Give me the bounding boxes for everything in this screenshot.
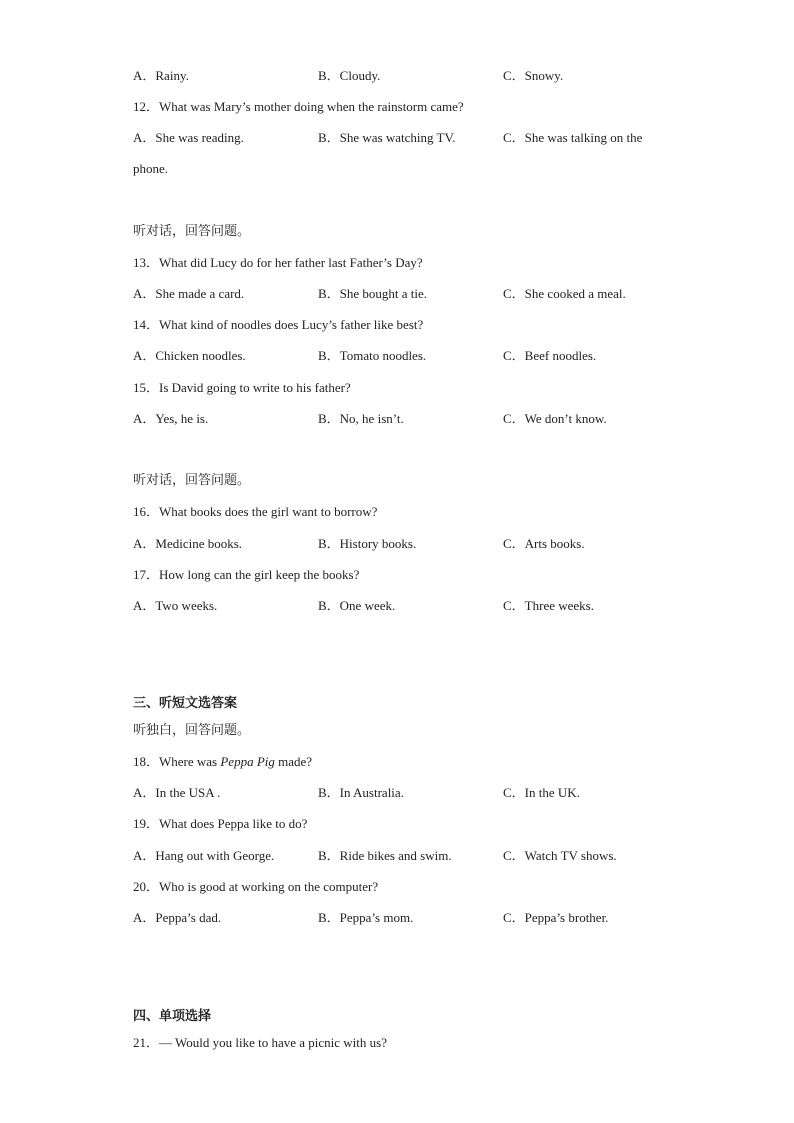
q16-option-b: B．History books. (318, 536, 417, 551)
q21-question: 21．— Would you like to have a picnic with us? (133, 1035, 387, 1050)
q16-question: 16．What books does the girl want to borrow? (133, 504, 378, 519)
q18-option-c: C．In the UK. (503, 785, 580, 800)
q15-option-b: B．No, he isn’t. (318, 411, 404, 426)
q18-show-title: Peppa Pig (220, 754, 275, 769)
q19-option-a: A．Hang out with George. (133, 848, 275, 863)
section-heading: 三、听短文选答案 (133, 696, 238, 711)
q11-option-b: B．Cloudy. (318, 68, 381, 83)
q18-question-prefix: 18．Where was (133, 754, 221, 769)
q13-option-c: C．She cooked a meal. (503, 286, 626, 301)
monologue-instruction: 听独白，回答问题。 (133, 723, 251, 738)
q17-option-c: C．Three weeks. (503, 598, 594, 613)
q12-option-b: B．She was watching TV. (318, 130, 456, 145)
q19-option-c: C．Watch TV shows. (503, 848, 617, 863)
q18-question (133, 754, 312, 770)
q16-option-a: A．Medicine books. (133, 536, 243, 551)
q17-option-b: B．One week. (318, 598, 396, 613)
q19-option-b: B．Ride bikes and swim. (318, 848, 452, 863)
q15-question: 15．Is David going to write to his father? (133, 380, 351, 395)
q18-option-a: A．In the USA . (133, 785, 221, 800)
q20-option-c: C．Peppa’s brother. (503, 910, 609, 925)
q13-option-a: A．She made a card. (133, 286, 245, 301)
section-heading: 四、单项选择 (133, 1009, 212, 1024)
q11-option-a: A．Rainy. (133, 68, 189, 83)
q14-option-b: B．Tomato noodles. (318, 348, 427, 363)
q11-option-c: C．Snowy. (503, 68, 564, 83)
q20-option-b: B．Peppa’s mom. (318, 910, 414, 925)
q14-question: 14．What kind of noodles does Lucy’s father like best? (133, 317, 424, 332)
q20-option-a: A．Peppa’s dad. (133, 910, 222, 925)
q12-option-a: A．She was reading. (133, 130, 244, 145)
q18-question-suffix: made? (274, 754, 313, 769)
q16-option-c: C．Arts books. (503, 536, 585, 551)
q20-question: 20．Who is good at working on the computer? (133, 879, 379, 894)
dialogue-instruction: 听对话，回答问题。 (133, 473, 251, 488)
q17-question: 17．How long can the girl keep the books? (133, 567, 360, 582)
q18-option-b: B．In Australia. (318, 785, 404, 800)
q13-question: 13．What did Lucy do for her father last Father’s Day? (133, 255, 423, 270)
q19-question: 19．What does Peppa like to do? (133, 816, 308, 831)
q14-option-c: C．Beef noodles. (503, 348, 597, 363)
q12-option-c: C．She was talking on the (503, 130, 643, 145)
q14-option-a: A．Chicken noodles. (133, 348, 246, 363)
q12-question: 12．What was Mary’s mother doing when the rainstorm came? (133, 99, 464, 114)
q15-option-c: C．We don’t know. (503, 411, 607, 426)
q17-option-a: A．Two weeks. (133, 598, 218, 613)
q13-option-b: B．She bought a tie. (318, 286, 428, 301)
q12-option-c-continuation: phone. (133, 161, 169, 176)
q15-option-a: A．Yes, he is. (133, 411, 209, 426)
dialogue-instruction: 听对话，回答问题。 (133, 224, 251, 239)
